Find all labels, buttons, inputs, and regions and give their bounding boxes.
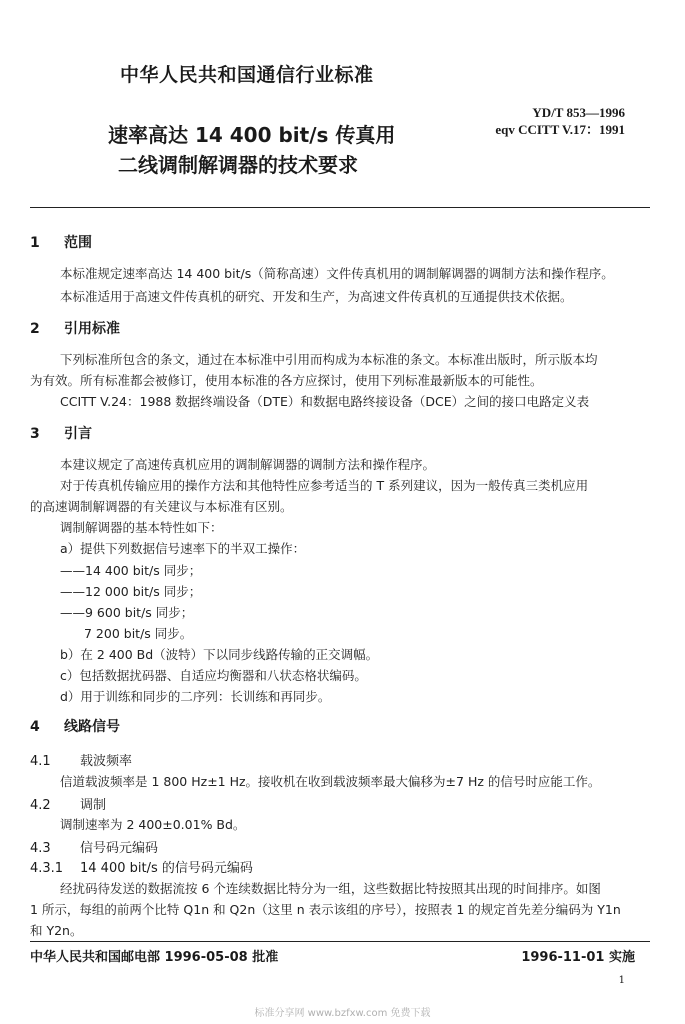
section-number: 1 <box>30 235 40 251</box>
subsection-title: 信号码元编码 <box>80 841 159 856</box>
effective-date: 1996-11-01 实施 <box>521 950 635 965</box>
paragraph: 对于传真机传输应用的操作方法和其他特性应参考适当的 T 系列建议，因为一般传真三类机应用 <box>60 478 589 493</box>
subsection-number: 4.3.1 <box>30 861 64 876</box>
rate-item: ——9 600 bit/s 同步； <box>60 605 194 620</box>
rate-item: 7 200 bit/s 同步。 <box>84 626 193 641</box>
rate-item: ——12 000 bit/s 同步； <box>60 584 202 599</box>
paragraph: 本标准规定速率高达 14 400 bit/s（简称高速）文件传真机用的调制解调器的调制方法和操作程序。 <box>60 266 614 281</box>
subsection-number: 4.3 <box>30 841 51 856</box>
title-line-1: 速率高达 14 400 bit/s 传真用 <box>108 123 396 147</box>
section-1-heading <box>30 232 92 252</box>
standard-code-block <box>495 104 625 138</box>
header-divider <box>30 207 650 208</box>
section-title: 引言 <box>64 426 92 442</box>
paragraph: 下列标准所包含的条文，通过在本标准中引用而构成为本标准的条文。本标准出版时，所示版本均 <box>60 352 598 367</box>
section-number: 3 <box>30 426 40 442</box>
section-title: 线路信号 <box>64 719 120 735</box>
subsection-title: 14 400 bit/s 的信号码元编码 <box>80 861 253 876</box>
section-title: 引用标准 <box>64 321 120 337</box>
referenced-standard: CCITT V.24：1988 数据终端设备（DTE）和数据电路终接设备（DCE）之间的接口电路定义表 <box>60 394 590 409</box>
issuing-org-title: 中华人民共和国通信行业标准 <box>120 64 374 86</box>
paragraph: 经扰码待发送的数据流按 6 个连续数据比特分为一组，这些数据比特按照其出现的时间排序。如图 <box>60 881 601 896</box>
subsection-title: 载波频率 <box>80 754 133 769</box>
subsection-4-1-heading <box>30 750 132 769</box>
subsection-4-2-heading <box>30 794 106 813</box>
page-number: 1 <box>618 975 625 986</box>
paragraph: 调制速率为 2 400±0.01% Bd。 <box>60 817 246 832</box>
list-item-a: a）提供下列数据信号速率下的半双工操作： <box>60 541 306 556</box>
title-line-2: 二线调制解调器的技术要求 <box>118 153 358 177</box>
section-number: 2 <box>30 321 40 337</box>
section-number: 4 <box>30 719 40 735</box>
list-item-c: c）包括数据扰码器、自适应均衡器和八状态格状编码。 <box>60 668 367 683</box>
paragraph: 本建议规定了高速传真机应用的调制解调器的调制方法和操作程序。 <box>60 457 436 472</box>
equivalent-standard: eqv CCITT V.17：1991 <box>495 122 625 137</box>
document-title <box>108 120 395 180</box>
footer-divider <box>30 941 650 942</box>
paragraph-continued: 的高速调制解调器的有关建议与本标准有区别。 <box>30 499 293 514</box>
section-2-heading <box>30 318 120 338</box>
subsection-title: 调制 <box>80 798 107 813</box>
list-item-b: b）在 2 400 Bd（波特）下以同步线路传输的正交调幅。 <box>60 647 379 662</box>
section-title: 范围 <box>64 235 92 251</box>
paragraph-continued: 为有效。所有标准都会被修订，使用本标准的各方应探讨，使用下列标准最新版本的可能性。 <box>30 373 543 388</box>
subsection-4-3-1-heading <box>30 857 253 876</box>
subsection-number: 4.1 <box>30 754 51 769</box>
subsection-number: 4.2 <box>30 798 51 813</box>
subsection-4-3-heading <box>30 837 158 856</box>
watermark: 标准分享网 www.bzfxw.com 免费下载 <box>254 1008 431 1019</box>
rate-item: ——14 400 bit/s 同步； <box>60 563 202 578</box>
standard-number: YD/T 853—1996 <box>532 105 625 120</box>
paragraph-continued: 和 Y2n。 <box>30 923 83 938</box>
paragraph: 调制解调器的基本特性如下： <box>60 520 223 535</box>
paragraph: 本标准适用于高速文件传真机的研究、开发和生产，为高速文件传真机的互通提供技术依据。 <box>60 289 573 304</box>
list-item-d: d）用于训练和同步的二序列：长训练和再同步。 <box>60 689 331 704</box>
issuer-approval: 中华人民共和国邮电部 1996-05-08 批准 <box>30 950 279 965</box>
paragraph-continued: 1 所示，每组的前两个比特 Q1n 和 Q2n（这里 n 表示该组的序号），按照表 1 的规定首先差分编码为 Y1n <box>30 902 621 917</box>
section-4-heading <box>30 716 120 736</box>
section-3-heading <box>30 423 92 443</box>
paragraph: 信道载波频率是 1 800 Hz±1 Hz。接收机在收到载波频率最大偏移为±7 Hz 的信号时应能工作。 <box>60 774 601 789</box>
